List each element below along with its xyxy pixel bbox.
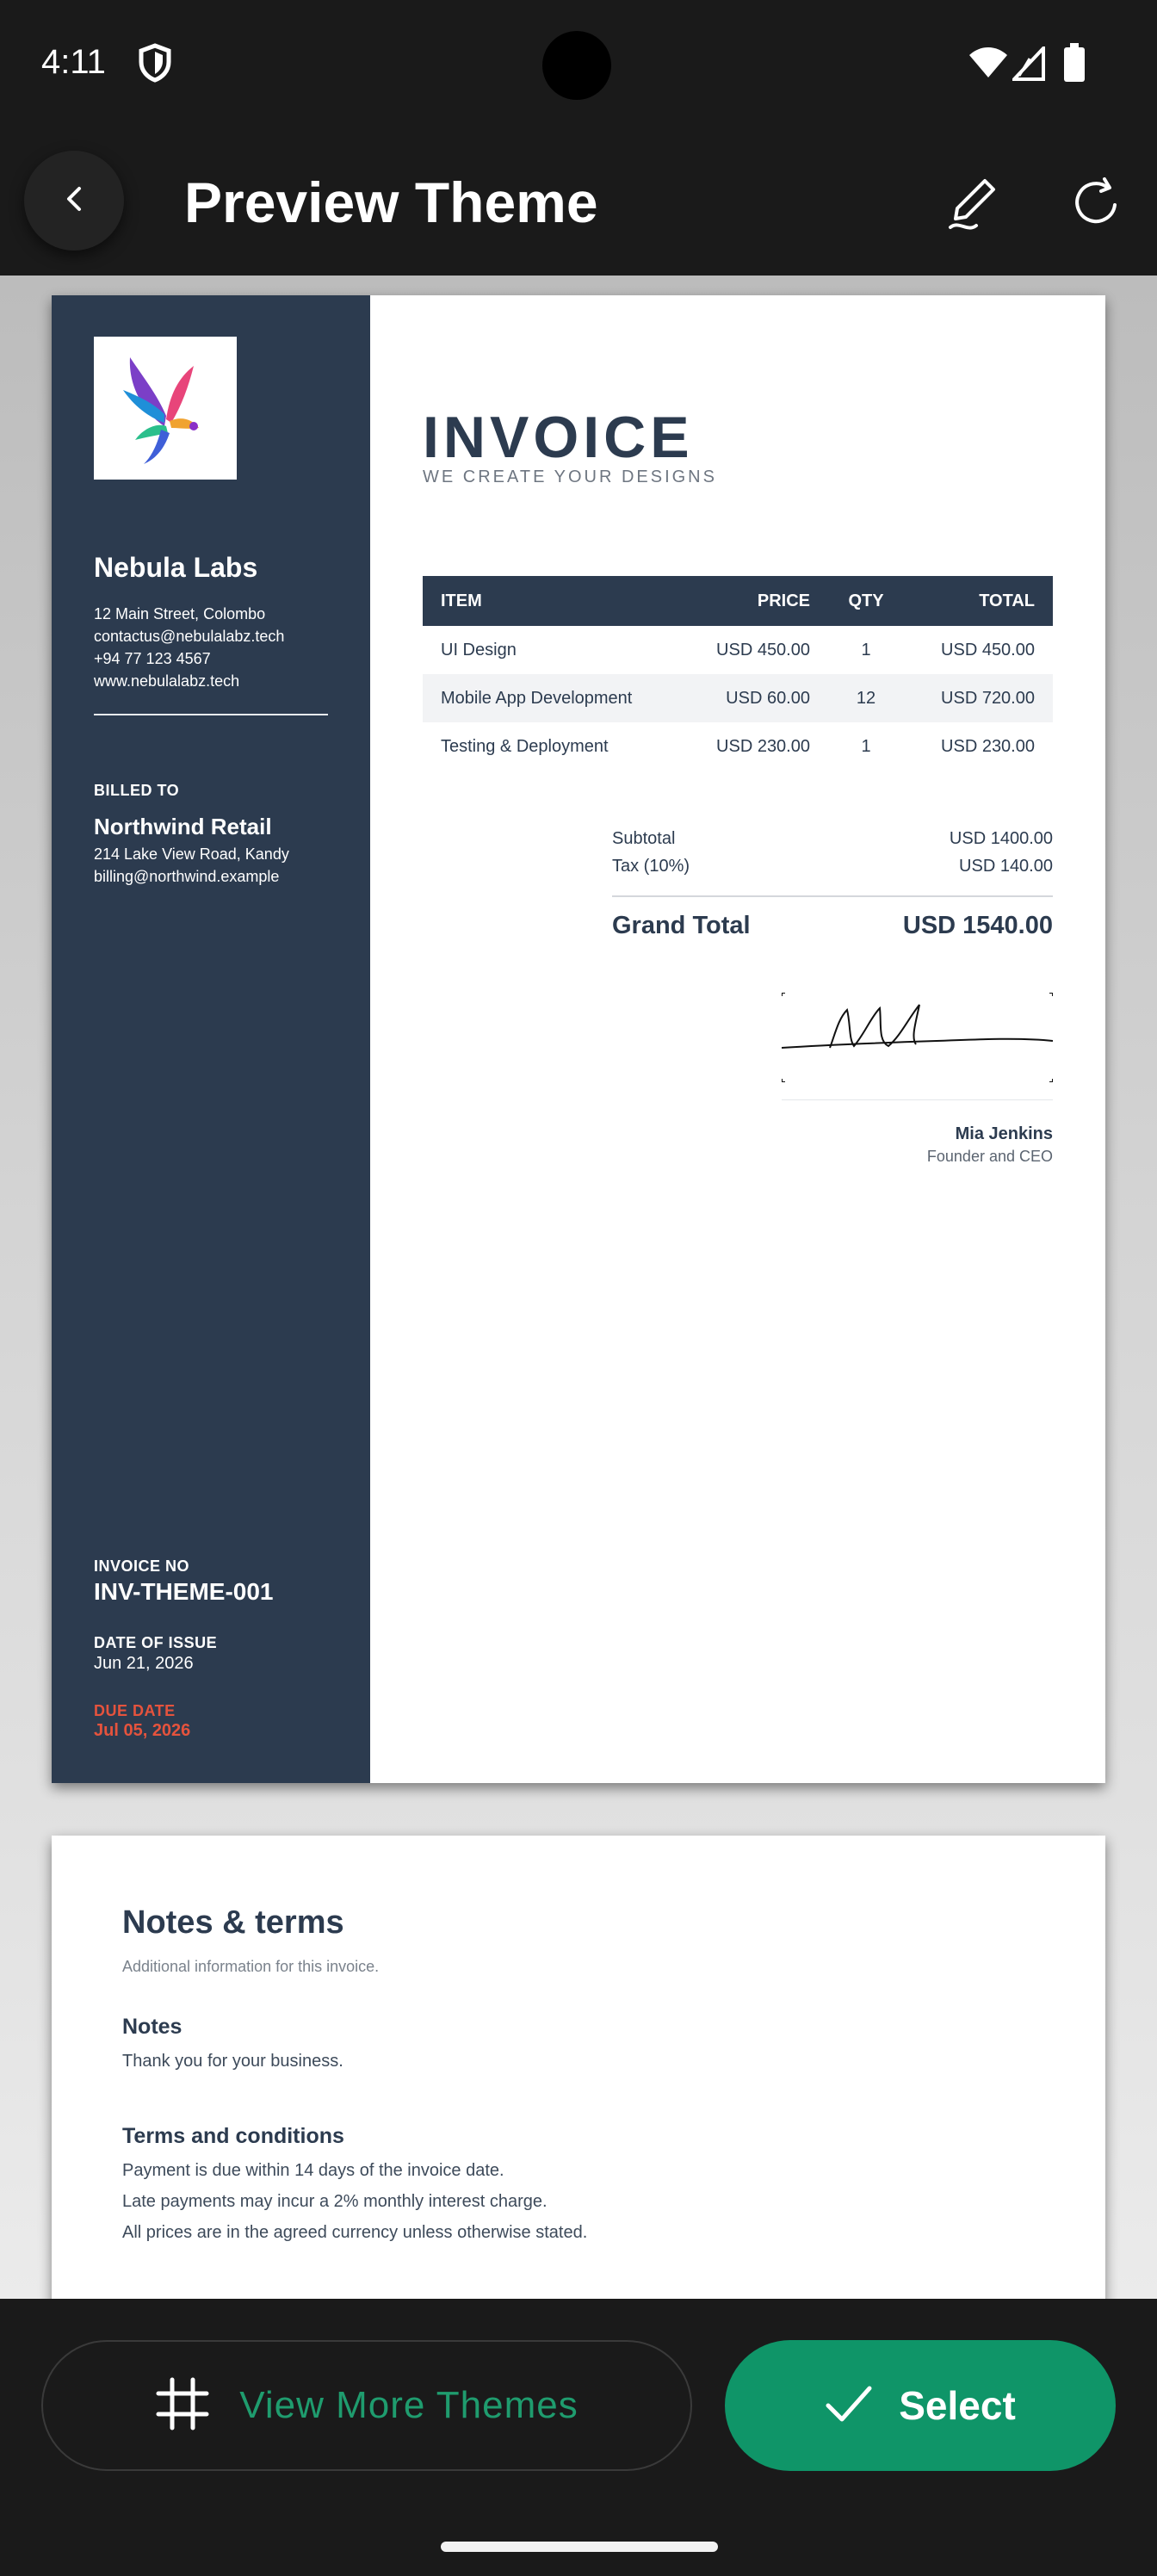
shield-icon (138, 43, 172, 83)
billed-to-label: BILLED TO (94, 782, 180, 799)
grid-icon (155, 2376, 210, 2436)
billed-to-address: 214 Lake View Road, Kandy (94, 845, 289, 863)
terms-title: Terms and conditions (122, 2124, 344, 2148)
company-logo (94, 337, 237, 480)
row-total: USD 720.00 (941, 688, 1035, 708)
camera-cutout (542, 31, 611, 100)
view-more-themes-label: View More Themes (239, 2384, 578, 2426)
signature-line (782, 1099, 1053, 1100)
term-line: Late payments may incur a 2% monthly interest charge. (122, 2192, 548, 2211)
row-item: Testing & Deployment (441, 736, 609, 756)
refresh-button[interactable] (1055, 164, 1137, 246)
invoice-title: INVOICE (423, 405, 694, 470)
refresh-icon (1065, 172, 1127, 238)
signal-icon (1012, 46, 1047, 81)
billed-to-name: Northwind Retail (94, 814, 272, 839)
row-price: USD 230.00 (716, 736, 810, 756)
row-qty: 1 (861, 736, 871, 756)
company-email: contactus@nebulalabz.tech (94, 628, 285, 645)
row-price: USD 60.00 (726, 688, 810, 708)
header-total: TOTAL (979, 591, 1035, 610)
pen-icon (942, 172, 1004, 238)
back-icon (61, 182, 87, 220)
row-qty: 12 (856, 688, 876, 708)
wifi-icon (968, 45, 1009, 79)
due-date-label: DUE DATE (94, 1702, 176, 1719)
due-date: Jul 05, 2026 (94, 1721, 191, 1740)
invoice-sidebar (52, 295, 370, 1783)
term-line: Payment is due within 14 days of the invoice date. (122, 2161, 504, 2180)
row-qty: 1 (861, 640, 871, 659)
row-total: USD 450.00 (941, 640, 1035, 659)
company-address: 12 Main Street, Colombo (94, 605, 266, 622)
select-button[interactable] (725, 2340, 1116, 2471)
notes-heading: Notes & terms (122, 1904, 344, 1941)
signer-name: Mia Jenkins (955, 1124, 1053, 1143)
view-more-themes-button[interactable] (41, 2340, 692, 2471)
tax-value: USD 140.00 (959, 857, 1053, 876)
signature-image (782, 993, 1053, 1082)
back-button[interactable] (24, 151, 124, 251)
totals-divider (612, 895, 1053, 897)
company-website: www.nebulalabz.tech (94, 672, 240, 690)
invoice-number-label: INVOICE NO (94, 1557, 190, 1575)
invoice-number: INV-THEME-001 (94, 1578, 274, 1605)
signer-title: Founder and CEO (926, 1148, 1053, 1165)
items-table (423, 576, 1053, 771)
status-time: 4:11 (41, 43, 106, 81)
battery-icon (1062, 43, 1086, 83)
notes-page (52, 1836, 1105, 2299)
grand-total-label: Grand Total (612, 912, 751, 939)
table-row (423, 674, 1053, 722)
select-label: Select (899, 2383, 1016, 2428)
grand-total-value: USD 1540.00 (902, 912, 1053, 939)
row-item: Mobile App Development (441, 688, 633, 708)
theme-preview-area[interactable] (0, 276, 1157, 2299)
table-row (423, 722, 1053, 771)
header-item: ITEM (441, 591, 482, 610)
notes-body: Thank you for your business. (122, 2052, 343, 2071)
invoice-tagline: WE CREATE YOUR DESIGNS (423, 468, 717, 486)
billed-to-email: billing@northwind.example (94, 868, 280, 885)
header-qty: QTY (848, 591, 884, 610)
invoice-page (52, 295, 1105, 1783)
page-title: Preview Theme (184, 170, 598, 234)
notes-title: Notes (122, 2015, 183, 2039)
notes-description: Additional information for this invoice. (122, 1958, 380, 1975)
header-price: PRICE (757, 591, 810, 610)
company-name: Nebula Labs (94, 552, 258, 583)
subtotal-value: USD 1400.00 (949, 829, 1053, 848)
subtotal-label: Subtotal (612, 829, 676, 848)
company-phone: +94 77 123 4567 (94, 650, 211, 667)
table-header (423, 576, 1053, 626)
issue-date: Jun 21, 2026 (94, 1654, 194, 1673)
row-total: USD 230.00 (941, 736, 1035, 756)
term-line: All prices are in the agreed currency unless otherwise stated. (122, 2223, 588, 2242)
row-item: UI Design (441, 640, 517, 659)
row-price: USD 450.00 (716, 640, 810, 659)
check-icon (825, 2383, 873, 2429)
sidebar-divider (94, 714, 328, 715)
issue-date-label: DATE OF ISSUE (94, 1634, 218, 1651)
tax-label: Tax (10%) (612, 857, 690, 876)
edit-button[interactable] (931, 164, 1014, 246)
home-indicator[interactable] (441, 2542, 718, 2552)
table-row (423, 626, 1053, 674)
